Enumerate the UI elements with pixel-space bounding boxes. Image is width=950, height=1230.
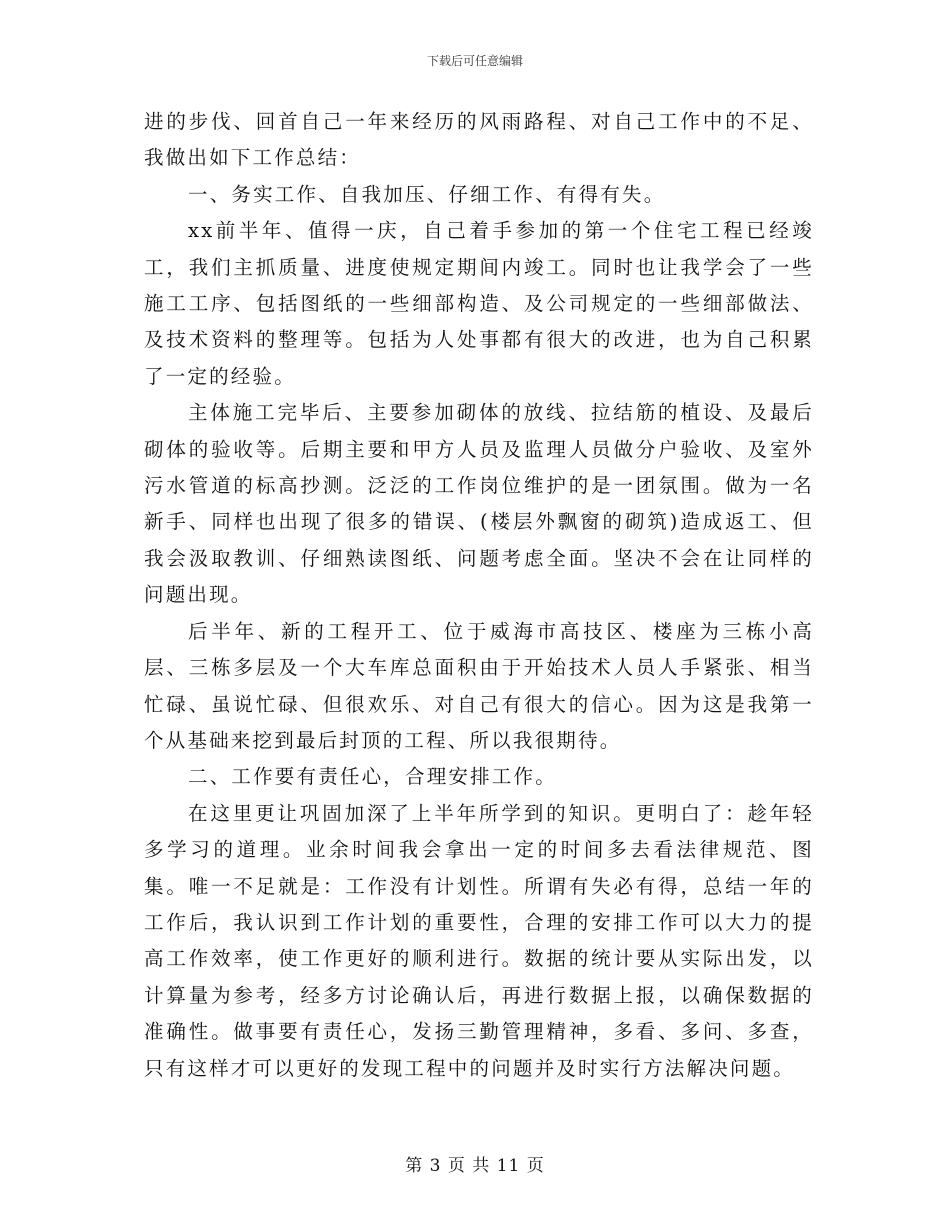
paragraph: 后半年、新的工程开工、位于威海市高技区、楼座为三栋小高层、三栋多层及一个大车库总面积由于开始技术人员人手紧张、相当忙碌、虽说忙碌、但很欢乐、对自己有很大的信心。因为这是我第一个从基础来挖到最后封顶的工程、所以我很期待。 [144,619,814,752]
paragraph-continuation: 进的步伐、回首自己一年来经历的风雨路程、对自己工作中的不足、我做出如下工作总结： [144,110,814,170]
paragraph: 在这里更让巩固加深了上半年所学到的知识。更明白了：趁年轻多学习的道理。业余时间我会拿出一定的时间多去看法律规范、图集。唯一不足就是：工作没有计划性。所谓有失必有得，总结一年的工作后，我认识到工作计划的重要性，合理的安排工作可以大力的提高工作效率，使工作更好的顺利进行。数据的统计要从实际出发，以计算量为参考，经多方讨论确认后，再进行数据上报，以确保数据的准确性。做事要有责任心，发扬三勤管理精神，多看、多问、多查，只有这样才可以更好的发现工程中的问题并及时实行方法解决问题。 [144,801,814,1080]
paragraph: xx前半年、值得一庆，自己着手参加的第一个住宅工程已经竣工，我们主抓质量、进度使规定期间内竣工。同时也让我学会了一些施工工序、包括图纸的一些细部构造、及公司规定的一些细部做法、及技术资料的整理等。包括为人处事都有很大的改进，也为自己积累了一定的经验。 [144,219,814,388]
paragraph: 主体施工完毕后、主要参加砌体的放线、拉结筋的植设、及最后砌体的验收等。后期主要和甲方人员及监理人员做分户验收、及室外污水管道的标高抄测。泛泛的工作岗位维护的是一团氛围。做为一名新手、同样也出现了很多的错误、(楼层外飘窗的砌筑)造成返工、但我会汲取教训、仔细熟读图纸、问题考虑全面。坚决不会在让同样的问题出现。 [144,401,814,607]
page-number: 第 3 页 共 11 页 [405,1156,545,1176]
section-heading-1: 一、务实工作、自我加压、仔细工作、有得有失。 [188,182,666,206]
page-header: 下载后可任意编辑 [426,54,523,68]
section-heading-2: 二、工作要有责任心，合理安排工作。 [188,765,557,789]
document-body [144,104,814,1087]
